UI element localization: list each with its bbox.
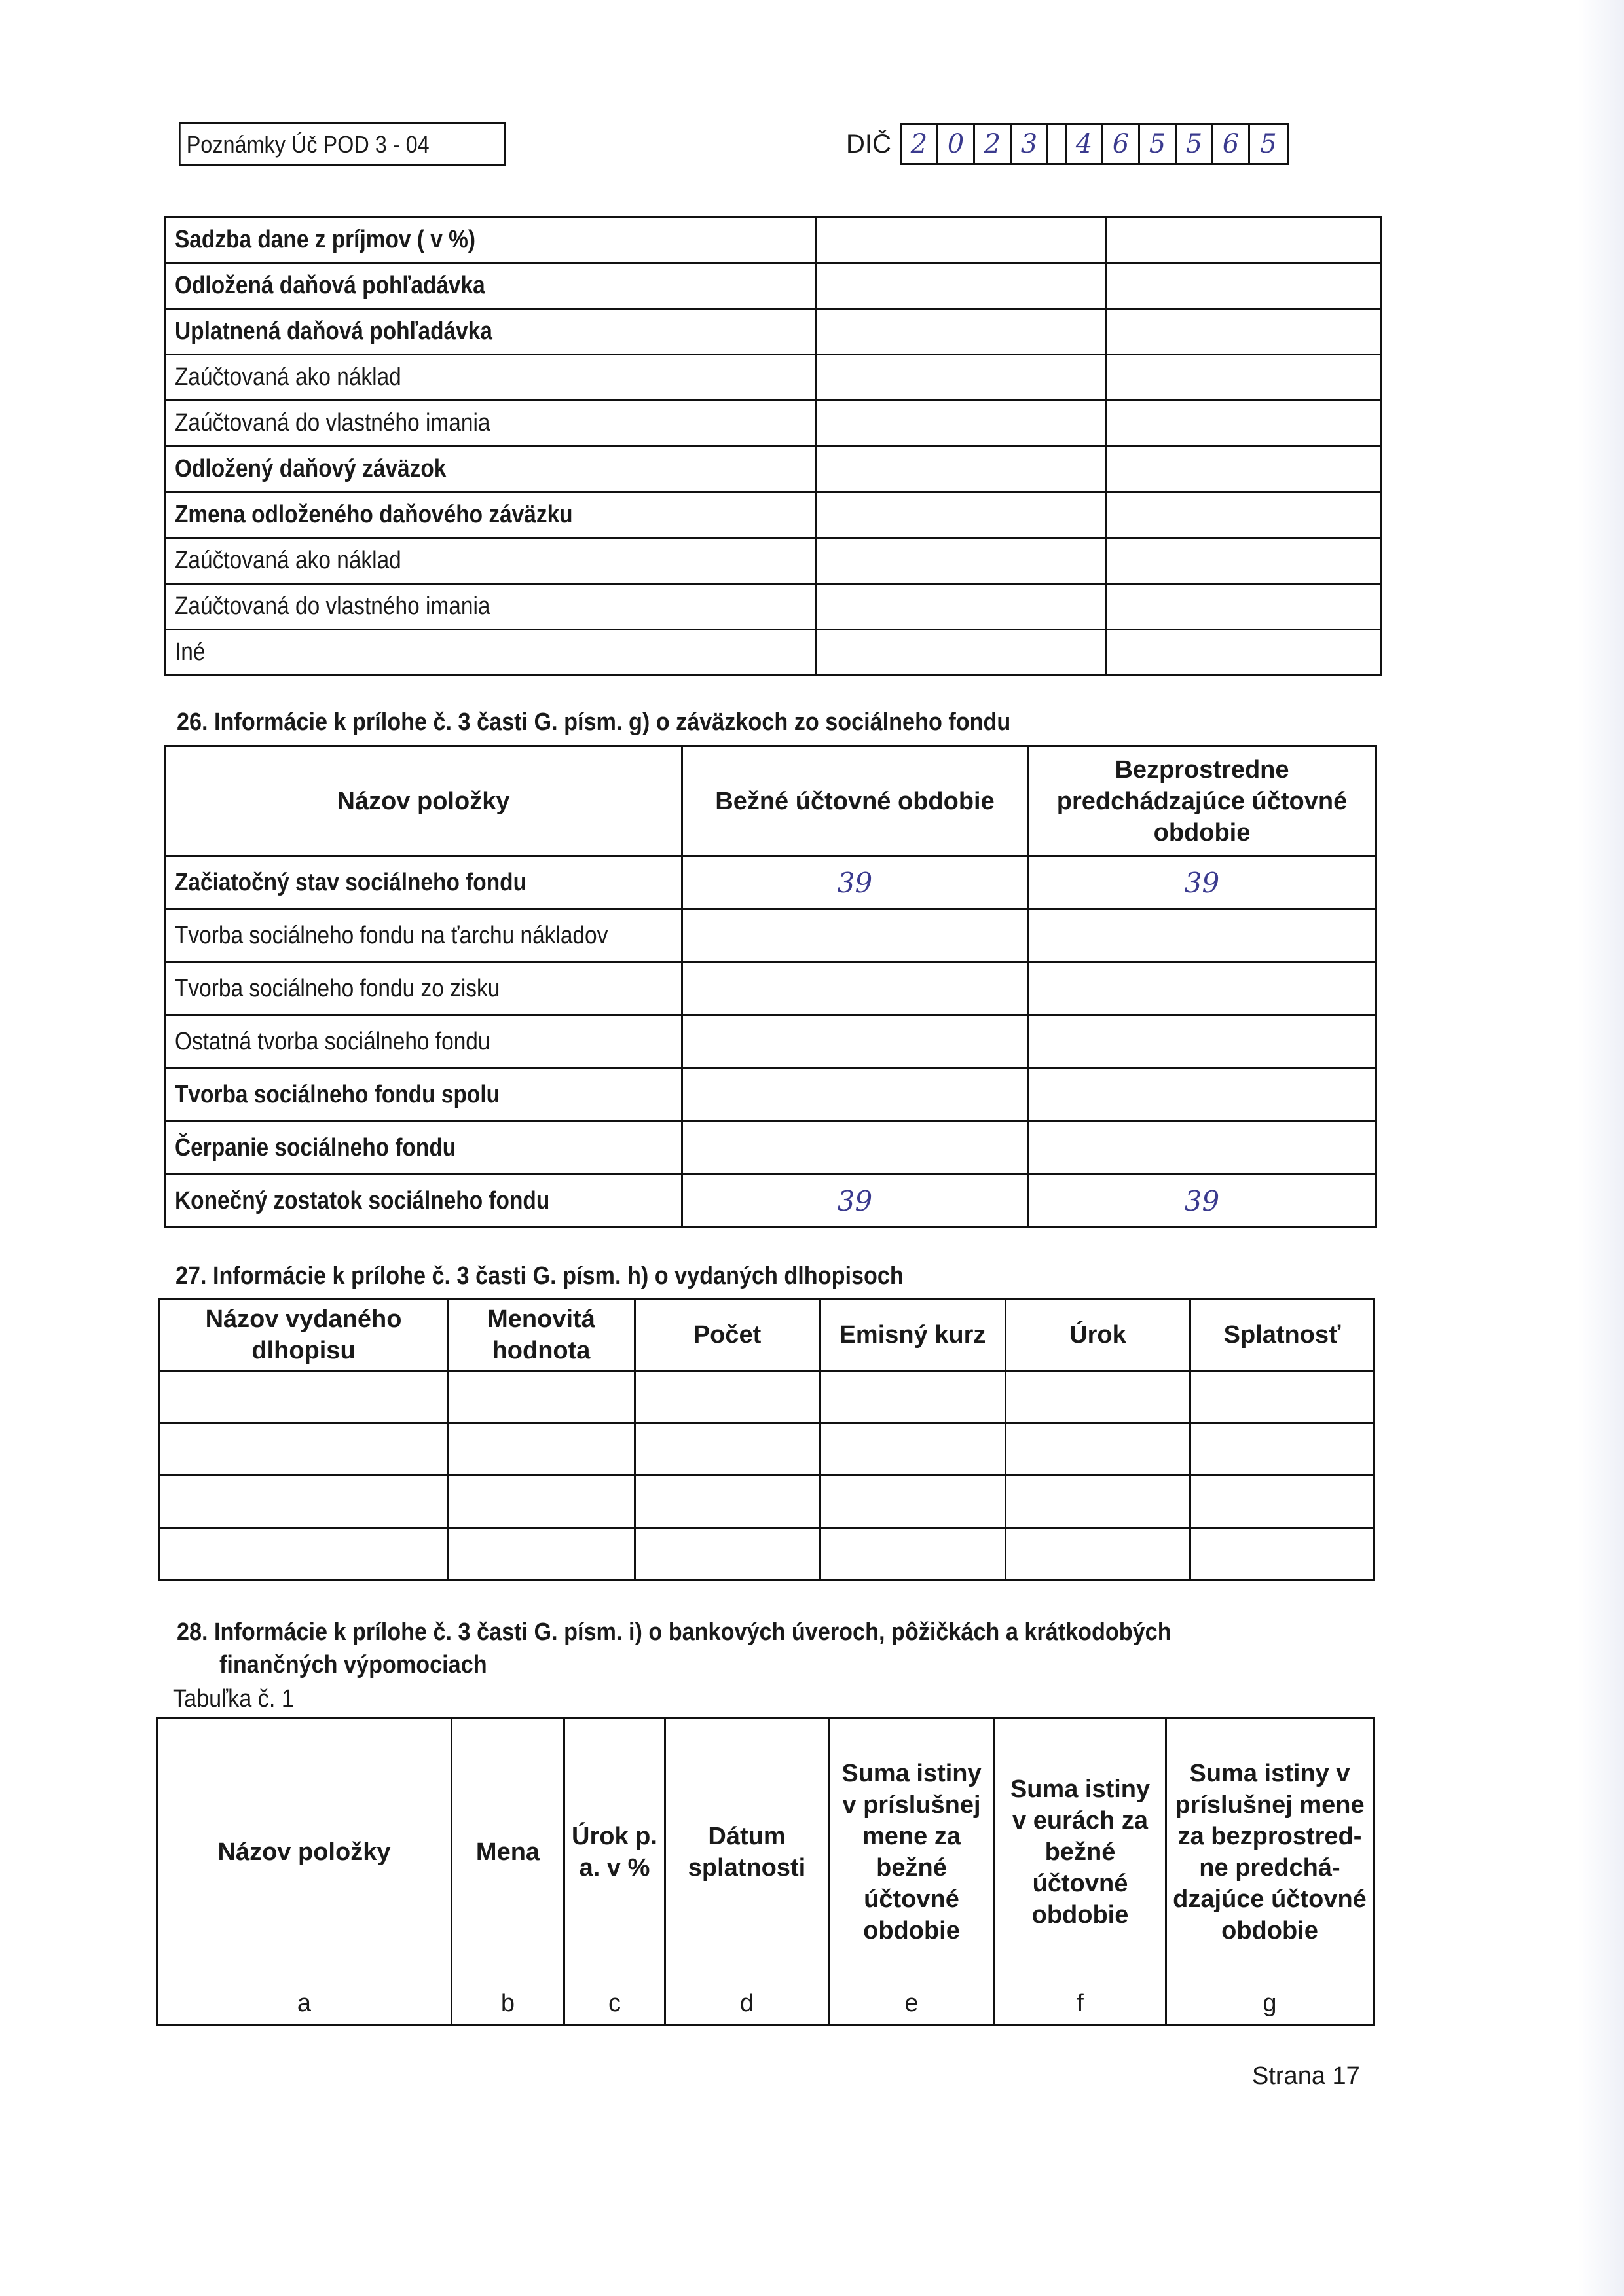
- dic-digit: 2: [902, 125, 938, 163]
- value-cell[interactable]: [817, 355, 1107, 401]
- header-text: Dátum splatnosti: [688, 1822, 806, 1882]
- header-text: Suma istiny v príslušnej mene za bežné účtovné obdobie: [841, 1759, 982, 1944]
- table-row: [160, 1528, 1375, 1580]
- value-cell[interactable]: [448, 1423, 635, 1476]
- col-header-principal-eur-current: [995, 1718, 1166, 2026]
- table-row: [165, 1175, 1376, 1228]
- table-row: [165, 492, 1381, 538]
- row-label: Začiatočný stav sociálneho fondu: [165, 856, 682, 909]
- row-label: Iné: [165, 630, 817, 676]
- dic-digit: 2: [975, 125, 1012, 163]
- row-label: Konečný zostatok sociálneho fondu: [165, 1175, 682, 1228]
- table-row: [165, 263, 1381, 309]
- table-row: [165, 1068, 1376, 1121]
- dic-digit: 6: [1213, 125, 1250, 163]
- value-cell[interactable]: [817, 630, 1107, 676]
- table-row: [165, 217, 1381, 263]
- col-header-current-period: Bežné účtovné obdobie: [682, 746, 1028, 856]
- column-letter: a: [297, 1990, 312, 2017]
- value-cell[interactable]: [1190, 1423, 1375, 1476]
- table-row: [165, 1015, 1376, 1068]
- row-label: Zaúčtovaná ako náklad: [165, 538, 817, 584]
- header-text: Suma istiny v príslušnej mene za bezprostred-ne predchá-dzajúce účtovné obdobie: [1173, 1759, 1367, 1944]
- previous-period-value[interactable]: [1028, 1015, 1376, 1068]
- current-period-value[interactable]: 39: [682, 1175, 1028, 1228]
- column-letter: c: [608, 1990, 621, 2017]
- current-period-value[interactable]: [682, 1121, 1028, 1175]
- header-text: Suma istiny v eurách za bežné účtovné obdobie: [1010, 1775, 1151, 1929]
- social-fund-table: [164, 745, 1377, 1228]
- table-row: [165, 962, 1376, 1015]
- value-cell[interactable]: [1107, 217, 1381, 263]
- value-cell[interactable]: [1107, 584, 1381, 630]
- dic-digit: 3: [1012, 125, 1048, 163]
- column-letter: e: [904, 1990, 919, 2017]
- col-header-nominal-value: Menovitá hodnota: [448, 1299, 635, 1371]
- current-period-value[interactable]: [682, 1015, 1028, 1068]
- col-header-maturity: Splatnosť: [1190, 1299, 1375, 1371]
- row-label: Uplatnená daňová pohľadávka: [165, 309, 817, 355]
- col-header-interest: Úrok: [1006, 1299, 1190, 1371]
- section-27-title: 27. Informácie k prílohe č. 3 časti G. písm. h) o vydaných dlhopisoch: [175, 1262, 904, 1290]
- header-text: Názov položky: [217, 1838, 391, 1866]
- deferred-tax-table: [164, 216, 1382, 676]
- row-label: Odložený daňový záväzok: [165, 446, 817, 492]
- current-period-value[interactable]: [682, 909, 1028, 962]
- value-cell[interactable]: [448, 1528, 635, 1580]
- section-28-title-line1: 28. Informácie k prílohe č. 3 časti G. písm. i) o bankových úveroch, pôžičkách a krátkodobých: [177, 1618, 1172, 1646]
- value-cell[interactable]: [817, 492, 1107, 538]
- col-header-principal-currency-current: [829, 1718, 995, 2026]
- column-letter: g: [1263, 1990, 1277, 2017]
- table-row: [165, 909, 1376, 962]
- value-cell[interactable]: [160, 1476, 448, 1528]
- value-cell[interactable]: [817, 538, 1107, 584]
- value-cell[interactable]: [635, 1528, 820, 1580]
- previous-period-value[interactable]: 39: [1028, 856, 1376, 909]
- col-header-item-name: [157, 1718, 452, 2026]
- value-cell[interactable]: [817, 263, 1107, 309]
- value-cell[interactable]: [635, 1476, 820, 1528]
- value-cell[interactable]: [1107, 630, 1381, 676]
- value-cell[interactable]: [448, 1476, 635, 1528]
- value-cell[interactable]: [1190, 1476, 1375, 1528]
- current-period-value[interactable]: 39: [682, 856, 1028, 909]
- col-header-bond-name: Názov vydaného dlhopisu: [160, 1299, 448, 1371]
- col-header-previous-period: Bezprostredne predchádzajúce účtovné obdobie: [1028, 746, 1376, 856]
- dic-digit: 5: [1177, 125, 1213, 163]
- table-row: [165, 446, 1381, 492]
- column-letter: b: [500, 1990, 515, 2017]
- table-row: [160, 1371, 1375, 1423]
- dic-separator: [1048, 125, 1067, 163]
- column-letter: d: [739, 1990, 754, 2017]
- table-row: [165, 401, 1381, 446]
- value-cell[interactable]: [160, 1371, 448, 1423]
- value-cell[interactable]: [1107, 538, 1381, 584]
- row-label: Zaúčtovaná ako náklad: [165, 355, 817, 401]
- table-row: [165, 355, 1381, 401]
- previous-period-value[interactable]: [1028, 1121, 1376, 1175]
- value-cell[interactable]: [1107, 263, 1381, 309]
- table-row: [165, 309, 1381, 355]
- col-header-due-date: [665, 1718, 829, 2026]
- table-row: [160, 1476, 1375, 1528]
- value-cell[interactable]: [817, 309, 1107, 355]
- bonds-table: [158, 1298, 1375, 1581]
- dic-digit: 0: [938, 125, 975, 163]
- page-edge-shadow: [1578, 0, 1624, 2296]
- column-letter: f: [1077, 1990, 1084, 2017]
- value-cell[interactable]: [1107, 446, 1381, 492]
- value-cell[interactable]: [820, 1528, 1006, 1580]
- value-cell[interactable]: [635, 1371, 820, 1423]
- value-cell[interactable]: [1107, 492, 1381, 538]
- section-26-title: 26. Informácie k prílohe č. 3 časti G. písm. g) o záväzkoch zo sociálneho fondu: [177, 708, 1011, 736]
- row-label: Zmena odloženého daňového záväzku: [165, 492, 817, 538]
- value-cell[interactable]: [1006, 1371, 1190, 1423]
- current-period-value[interactable]: [682, 1068, 1028, 1121]
- table-row: [165, 856, 1376, 909]
- value-cell[interactable]: [820, 1476, 1006, 1528]
- value-cell[interactable]: [160, 1423, 448, 1476]
- dic-digit: 6: [1103, 125, 1140, 163]
- table-row: [165, 630, 1381, 676]
- col-header-currency: [452, 1718, 564, 2026]
- dic-digit: 5: [1140, 125, 1177, 163]
- previous-period-value[interactable]: [1028, 1068, 1376, 1121]
- col-header-item-name: Názov položky: [165, 746, 682, 856]
- header-text: Úrok p. a. v %: [572, 1822, 657, 1882]
- row-label: Tvorba sociálneho fondu zo zisku: [165, 962, 682, 1015]
- bank-loans-table: [156, 1717, 1375, 2026]
- dic-label: DIČ: [846, 130, 891, 158]
- value-cell[interactable]: [1006, 1528, 1190, 1580]
- row-label: Čerpanie sociálneho fondu: [165, 1121, 682, 1175]
- value-cell[interactable]: [817, 217, 1107, 263]
- value-cell[interactable]: [817, 446, 1107, 492]
- previous-period-value[interactable]: [1028, 909, 1376, 962]
- table-row: [165, 1121, 1376, 1175]
- value-cell[interactable]: [1107, 355, 1381, 401]
- current-period-value[interactable]: [682, 962, 1028, 1015]
- value-cell[interactable]: [1190, 1528, 1375, 1580]
- value-cell[interactable]: [1006, 1423, 1190, 1476]
- row-label: Zaúčtovaná do vlastného imania: [165, 401, 817, 446]
- previous-period-value[interactable]: 39: [1028, 1175, 1376, 1228]
- value-cell[interactable]: [817, 401, 1107, 446]
- section-28-title-line2: finančných výpomociach: [219, 1651, 487, 1679]
- row-label: Zaúčtovaná do vlastného imania: [165, 584, 817, 630]
- value-cell[interactable]: [1190, 1371, 1375, 1423]
- table-row: [165, 538, 1381, 584]
- previous-period-value[interactable]: [1028, 962, 1376, 1015]
- dic-boxes: [900, 123, 1289, 165]
- col-header-interest-rate: [564, 1718, 665, 2026]
- row-label: Sadzba dane z príjmov ( v %): [165, 217, 817, 263]
- table-row: [165, 584, 1381, 630]
- row-label: Odložená daňová pohľadávka: [165, 263, 817, 309]
- dic-digit: 5: [1260, 129, 1277, 159]
- value-cell[interactable]: [820, 1423, 1006, 1476]
- row-label: Tvorba sociálneho fondu spolu: [165, 1068, 682, 1121]
- value-cell[interactable]: [160, 1528, 448, 1580]
- value-cell[interactable]: [1006, 1476, 1190, 1528]
- table-row: [160, 1423, 1375, 1476]
- value-cell[interactable]: [1107, 309, 1381, 355]
- table-label: Tabuľka č. 1: [173, 1685, 294, 1713]
- form-label-box: Poznámky Úč POD 3 - 04: [179, 122, 506, 166]
- col-header-issue-rate: Emisný kurz: [820, 1299, 1006, 1371]
- header-text: Mena: [475, 1838, 540, 1866]
- value-cell[interactable]: [820, 1371, 1006, 1423]
- row-label: Tvorba sociálneho fondu na ťarchu nákladov: [165, 909, 682, 962]
- col-header-principal-currency-previous: [1166, 1718, 1374, 2026]
- value-cell[interactable]: [448, 1371, 635, 1423]
- dic-digit: 4: [1067, 125, 1103, 163]
- page-number: Strana 17: [1252, 2062, 1360, 2090]
- value-cell[interactable]: [817, 584, 1107, 630]
- row-label: Ostatná tvorba sociálneho fondu: [165, 1015, 682, 1068]
- value-cell[interactable]: [635, 1423, 820, 1476]
- value-cell[interactable]: [1107, 401, 1381, 446]
- col-header-count: Počet: [635, 1299, 820, 1371]
